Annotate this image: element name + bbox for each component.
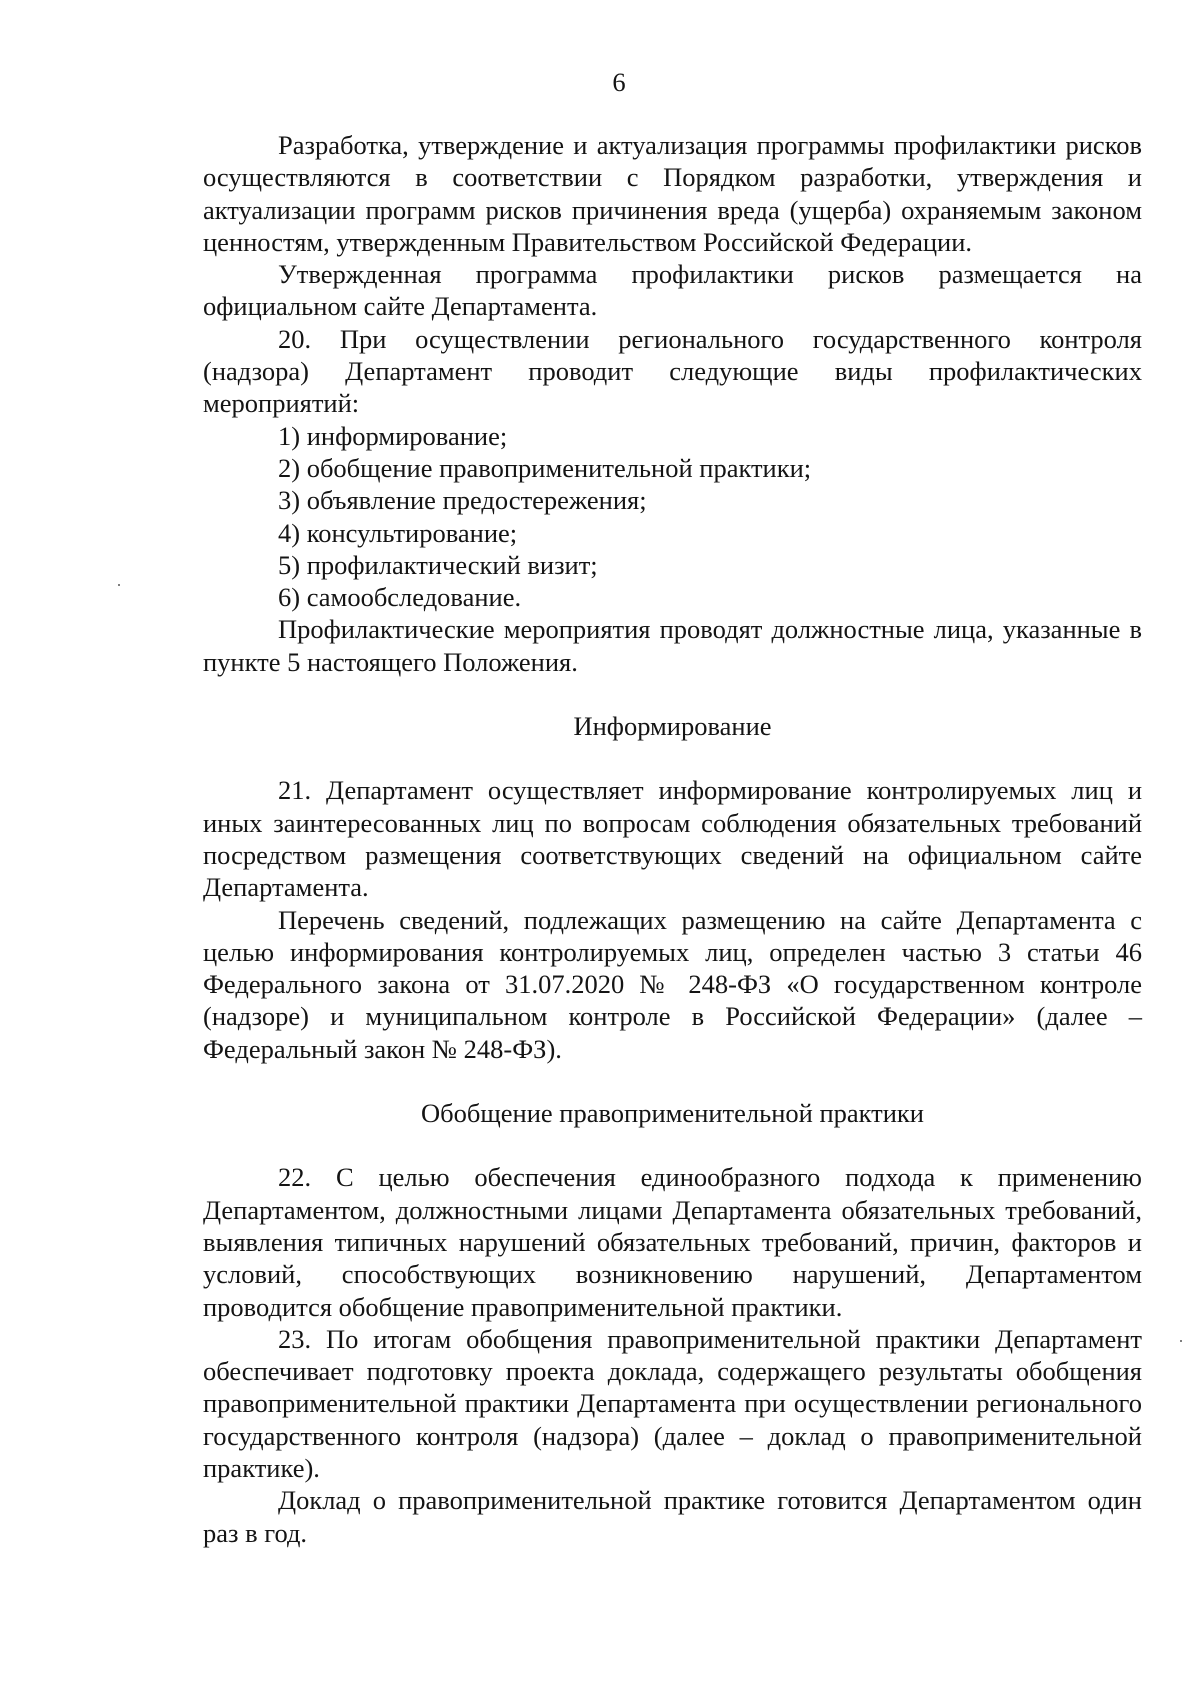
list-item-warning: 3) объявление предостережения; (278, 485, 647, 516)
paragraph-measures-officials: Профилактические мероприятия проводят должностные лица, указанные в пункте 5 настоящего Положения. (203, 614, 1142, 677)
heading-generalization: Обобщение правоприменительной практики (421, 1098, 924, 1129)
paragraph-program-publication: Утвержденная программа профилактики рисков размещается на официальном сайте Департамента. (203, 259, 1142, 322)
scan-speck (1180, 1340, 1182, 1342)
paragraph-23-report: 23. По итогам обобщения правоприменительной практики Департамент обеспечивает подготовку проекта доклада, содержащего результаты обобщения правоприменительной практики Департамента при осуществлении регионального государственного контроля (надзора) (далее – доклад о правоприменительной практике). (203, 1323, 1142, 1483)
scan-speck (118, 584, 120, 586)
list-item-informing: 1) информирование; (278, 420, 508, 451)
list-item-preventive-visit: 5) профилактический визит; (278, 549, 598, 580)
document-body (203, 129, 1142, 1549)
paragraph-report-frequency: Доклад о правоприменительной практике готовится Департаментом один раз в год. (203, 1485, 1142, 1548)
paragraph-20-prevention-measures: 20. При осуществлении регионального государственного контроля (надзора) Департамент проводит следующие виды профилактических мероприятий: (203, 323, 1142, 419)
paragraph-program-development: Разработка, утверждение и актуализация программы профилактики рисков осуществляются в соответствии с Порядком разработки, утверждения и актуализации программ рисков причинения вреда (ущерба) охраняемым законом ценностям, утвержденным Правительством Российской Федерации. (203, 130, 1142, 257)
list-item-generalization: 2) обобщение правоприменительной практики; (278, 452, 812, 483)
paragraph-21-informing: 21. Департамент осуществляет информирование контролируемых лиц и иных заинтересованных лиц по вопросам соблюдения обязательных требований посредством размещения соответствующих сведений на официальном сайте Департамента. (203, 775, 1142, 903)
heading-informing: Информирование (573, 711, 772, 742)
list-item-consulting: 4) консультирование; (278, 517, 518, 548)
page-number: 6 (612, 67, 626, 97)
paragraph-informing-list: Перечень сведений, подлежащих размещению на сайте Департамента с целью информирования контролируемых лиц, определен частью 3 статьи 46 Федерального закона от 31.07.2020 № 248-ФЗ «О государственном контроле (надзоре) и муниципальном контроле в Российской Федерации» (далее – Федеральный закон № 248-ФЗ). (203, 904, 1142, 1064)
paragraph-22-generalization: 22. С целью обеспечения единообразного подхода к применению Департаментом, должностными лицами Департамента обязательных требований, выявления типичных нарушений обязательных требований, причин, факторов и условий, способствующих возникновению нарушений, Департаментом проводится обобщение правоприменительной практики. (203, 1162, 1142, 1322)
list-item-self-examination: 6) самообследование. (278, 582, 522, 613)
